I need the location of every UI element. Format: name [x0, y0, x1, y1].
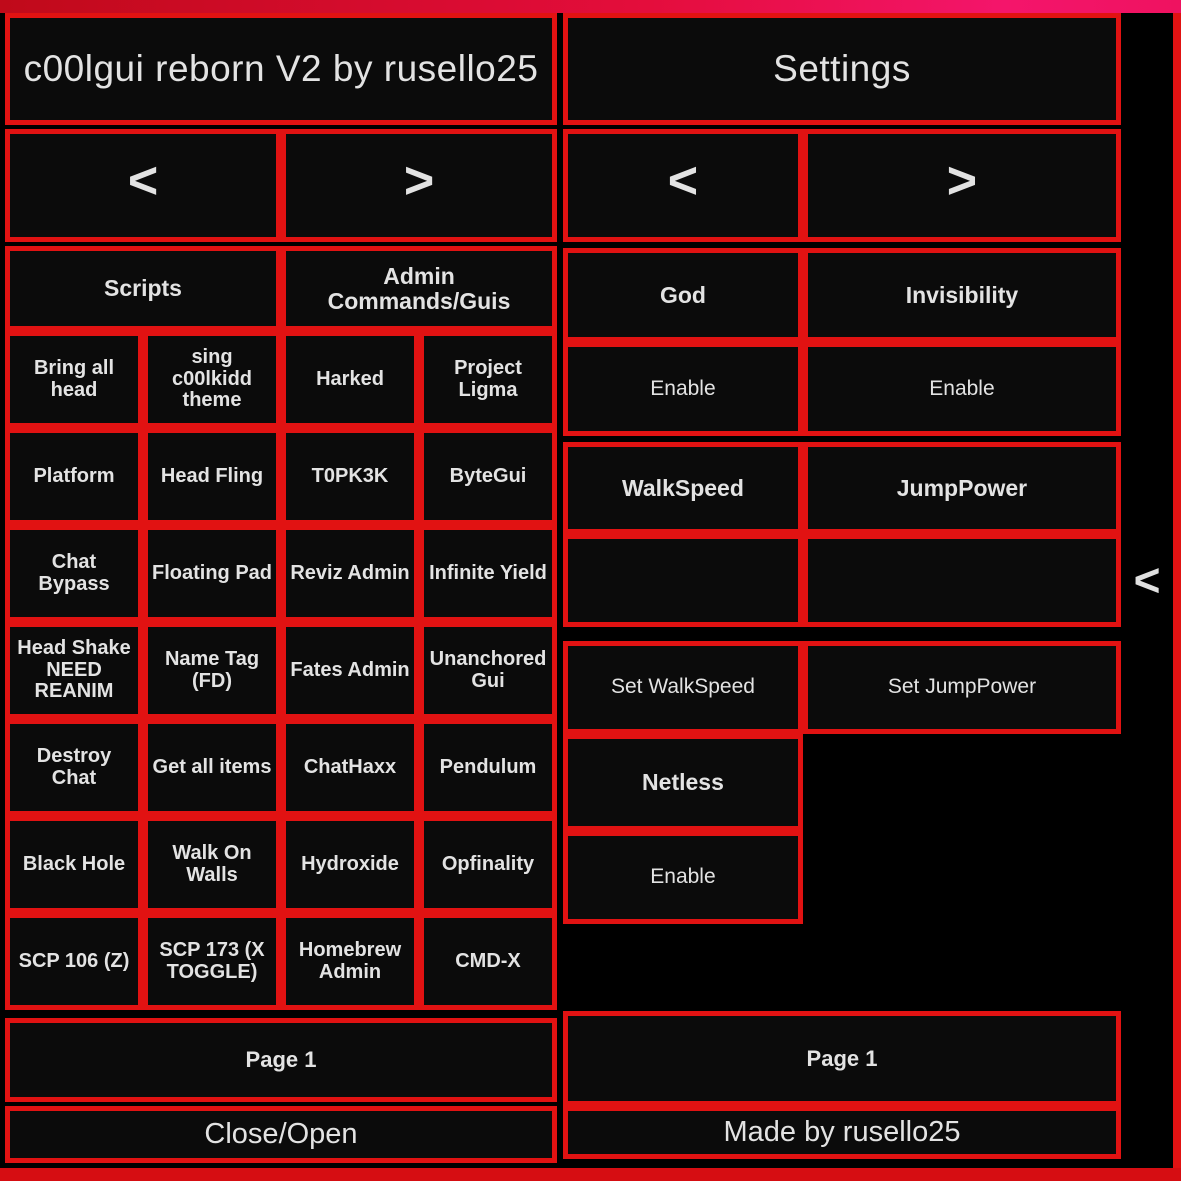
admin-button-unanchored-gui[interactable]: Unanchored Gui [419, 622, 557, 719]
settings-page-indicator: Page 1 [563, 1011, 1121, 1106]
admin-button-cmd-x[interactable]: CMD-X [419, 913, 557, 1010]
admin-button-pendulum[interactable]: Pendulum [419, 719, 557, 816]
script-button-name-tag-fd[interactable]: Name Tag (FD) [143, 622, 281, 719]
bottom-accent-bar [0, 1168, 1181, 1181]
jumppower-input[interactable] [808, 538, 1116, 623]
jumppower-header: JumpPower [803, 442, 1121, 534]
invisibility-header: Invisibility [803, 248, 1121, 342]
script-button-head-shake[interactable]: Head Shake NEED REANIM [5, 622, 143, 719]
god-header: God [563, 248, 803, 342]
scripts-next-page-button[interactable]: > [281, 129, 557, 242]
netless-header: Netless [563, 734, 803, 831]
jumppower-input-box[interactable] [803, 534, 1121, 627]
close-open-button[interactable]: Close/Open [5, 1106, 557, 1163]
admin-button-homebrew-admin[interactable]: Homebrew Admin [281, 913, 419, 1010]
credit-label: Made by rusello25 [563, 1106, 1121, 1159]
admin-column-header: Admin Commands/Guis [281, 246, 557, 331]
script-button-destroy-chat[interactable]: Destroy Chat [5, 719, 143, 816]
admin-button-infinite-yield[interactable]: Infinite Yield [419, 525, 557, 622]
walkspeed-input-box[interactable] [563, 534, 803, 627]
script-button-get-all-items[interactable]: Get all items [143, 719, 281, 816]
scripts-prev-page-button[interactable]: < [5, 129, 281, 242]
admin-button-fates-admin[interactable]: Fates Admin [281, 622, 419, 719]
right-accent-bar [1173, 0, 1181, 1181]
admin-button-hydroxide[interactable]: Hydroxide [281, 816, 419, 913]
script-button-scp-106[interactable]: SCP 106 (Z) [5, 913, 143, 1010]
top-accent-bar [0, 0, 1181, 13]
settings-prev-page-button[interactable]: < [563, 129, 803, 242]
admin-button-chathaxx[interactable]: ChatHaxx [281, 719, 419, 816]
side-rail [1121, 13, 1173, 1168]
script-button-platform[interactable]: Platform [5, 428, 143, 525]
script-button-chat-bypass[interactable]: Chat Bypass [5, 525, 143, 622]
admin-button-project-ligma[interactable]: Project Ligma [419, 331, 557, 428]
scripts-panel [5, 13, 557, 1168]
set-walkspeed-button[interactable]: Set WalkSpeed [563, 641, 803, 734]
god-enable-button[interactable]: Enable [563, 342, 803, 436]
settings-panel [563, 13, 1121, 1168]
walkspeed-input[interactable] [568, 538, 798, 623]
script-button-sing-c00lkidd-theme[interactable]: sing c00lkidd theme [143, 331, 281, 428]
script-button-head-fling[interactable]: Head Fling [143, 428, 281, 525]
settings-next-page-button[interactable]: > [803, 129, 1121, 242]
main-title: c00lgui reborn V2 by rusello25 [5, 13, 557, 125]
walkspeed-header: WalkSpeed [563, 442, 803, 534]
admin-button-reviz-admin[interactable]: Reviz Admin [281, 525, 419, 622]
script-button-walk-on-walls[interactable]: Walk On Walls [143, 816, 281, 913]
settings-title: Settings [563, 13, 1121, 125]
scripts-page-indicator: Page 1 [5, 1018, 557, 1102]
script-button-bring-all-head[interactable]: Bring all head [5, 331, 143, 428]
script-button-scp-173[interactable]: SCP 173 (X TOGGLE) [143, 913, 281, 1010]
invisibility-enable-button[interactable]: Enable [803, 342, 1121, 436]
admin-button-bytegui[interactable]: ByteGui [419, 428, 557, 525]
script-button-floating-pad[interactable]: Floating Pad [143, 525, 281, 622]
set-jumppower-button[interactable]: Set JumpPower [803, 641, 1121, 734]
netless-enable-button[interactable]: Enable [563, 831, 803, 924]
script-button-black-hole[interactable]: Black Hole [5, 816, 143, 913]
collapse-panel-button[interactable]: < [1133, 554, 1161, 606]
scripts-column-header: Scripts [5, 246, 281, 331]
admin-button-t0pk3k[interactable]: T0PK3K [281, 428, 419, 525]
admin-button-harked[interactable]: Harked [281, 331, 419, 428]
admin-button-opfinality[interactable]: Opfinality [419, 816, 557, 913]
